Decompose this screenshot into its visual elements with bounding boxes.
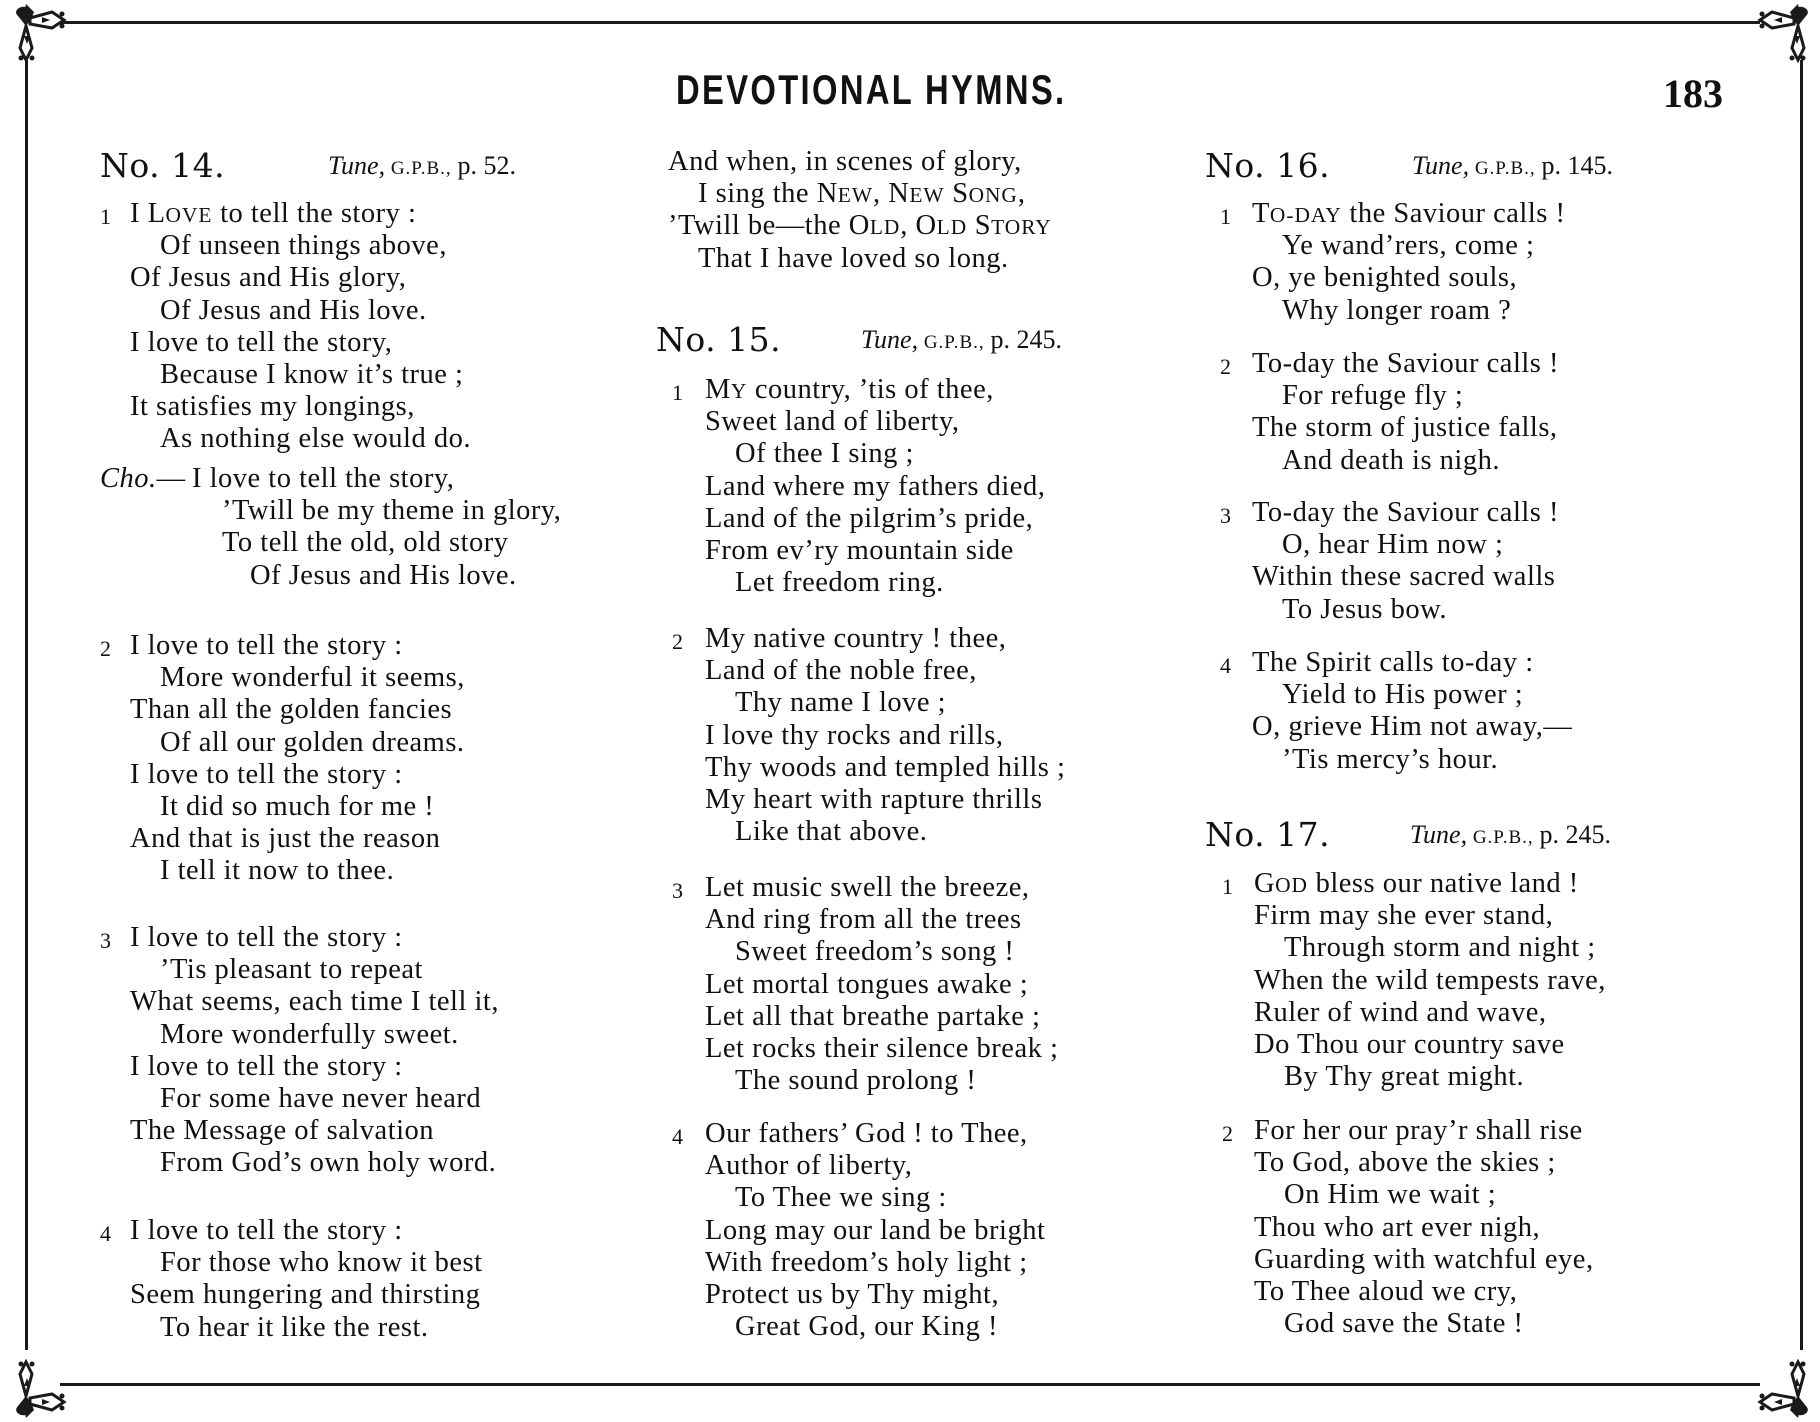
verse-number: 2: [1222, 1121, 1233, 1146]
hymn-line: Than all the golden fancies: [130, 694, 453, 726]
verse-number: 1: [1220, 204, 1231, 229]
hymn-line: From God’s own holy word.: [160, 1147, 497, 1179]
hymn-line: Thy name I love ;: [735, 687, 947, 719]
verse-number: 2: [100, 636, 111, 661]
hymn-line: Great God, our King !: [735, 1311, 998, 1343]
hymn-line: Land of the noble free,: [705, 655, 977, 687]
verse-number: 4: [1220, 653, 1231, 678]
hymn-line: I love to tell the story :: [130, 630, 403, 661]
hymn-line: It satisfies my longings,: [130, 391, 415, 423]
verse-number: 3: [100, 928, 111, 953]
hymn-line: TO-DAY the Saviour calls !: [1252, 198, 1566, 229]
bottom-border-rule: [60, 1383, 1760, 1386]
tune-reference: Tune, G.P.B., p. 245.: [861, 325, 1062, 354]
hymn-line: ’Twill be my theme in glory,: [222, 495, 562, 527]
hymn-line: Ruler of wind and wave,: [1254, 996, 1547, 1028]
verse-number: 4: [672, 1124, 683, 1149]
hymn-line: For those who know it best: [160, 1247, 483, 1279]
hymn-line: To Jesus bow.: [1282, 593, 1447, 625]
hymn-line: I love to tell the story :: [130, 1050, 403, 1082]
hymn-line: Let rocks their silence break ;: [705, 1033, 1059, 1064]
corner-ornament-icon: [4, 1352, 74, 1422]
hymn-header: [100, 146, 516, 185]
hymn-line: Let all that breathe partake ;: [705, 1000, 1041, 1032]
hymn-line: With freedom’s holy light ;: [705, 1246, 1028, 1278]
hymn-line: Firm may she ever stand,: [1254, 900, 1554, 932]
hymn-line: O, hear Him now ;: [1282, 529, 1504, 561]
hymn-line: I love to tell the story :: [130, 922, 403, 953]
hymn-line: I sing the NEW, NEW SONG,: [698, 178, 1026, 210]
hymn-line: To Thee we sing :: [735, 1182, 947, 1214]
hymn-line: I tell it now to thee.: [160, 855, 395, 887]
running-title: DEVOTIONAL HYMNS.: [676, 66, 1067, 113]
hymn-line: For some have never heard: [160, 1083, 482, 1114]
hymn-line: Sweet land of liberty,: [705, 406, 960, 438]
hymn-header: [1205, 815, 1611, 854]
hymn-line: On Him we wait ;: [1284, 1179, 1497, 1211]
hymn-line: I love to tell the story,: [130, 326, 393, 358]
hymn-line: Of thee I sing ;: [735, 438, 914, 470]
hymn-line: To-day the Saviour calls !: [1252, 497, 1560, 528]
verse-number: 1: [672, 380, 683, 405]
hymn-line: To hear it like the rest.: [160, 1311, 429, 1343]
hymn-line: By Thy great might.: [1284, 1061, 1525, 1093]
hymn-line: Let music swell the breeze,: [705, 872, 1030, 903]
hymn-line: ’Tis pleasant to repeat: [160, 954, 423, 986]
verse-number: 3: [1220, 503, 1231, 528]
hymn-line: Protect us by Thy might,: [705, 1279, 1000, 1310]
hymn-line: O, ye benighted souls,: [1252, 262, 1518, 294]
verse-number: 1: [1222, 874, 1233, 899]
hymn-line: Of Jesus and His love.: [250, 559, 517, 591]
hymn-line: The storm of justice falls,: [1252, 412, 1558, 444]
hymn-line: GOD bless our native land !: [1254, 868, 1579, 899]
hymn-line: My native country ! thee,: [705, 623, 1007, 654]
hymn-header: [656, 320, 1062, 359]
hymn-line: To tell the old, old story: [222, 527, 509, 559]
hymn-line: Of all our golden dreams.: [160, 726, 465, 758]
hymn-line: ’Twill be—the OLD, OLD STORY: [668, 210, 1052, 242]
hymn-line: I LOVE to tell the story :: [130, 198, 417, 229]
hymn-number: No. 16.: [1205, 146, 1331, 185]
hymn-line: Seem hungering and thirsting: [130, 1279, 481, 1311]
hymn-line: MY country, ’tis of thee,: [705, 374, 994, 405]
page-number: 183: [1663, 71, 1723, 116]
corner-ornament-icon: [1750, 1352, 1820, 1422]
hymn-line: To-day the Saviour calls !: [1252, 348, 1560, 379]
corner-ornament-icon: [1750, 0, 1820, 70]
hymn-line: Author of liberty,: [705, 1150, 913, 1182]
hymn-line: Long may our land be bright: [705, 1214, 1046, 1246]
hymn-line: Of Jesus and His love.: [160, 294, 427, 326]
tune-reference: Tune, G.P.B., p. 145.: [1412, 151, 1613, 180]
hymn-line: As nothing else would do.: [160, 423, 471, 455]
hymn-line: ’Tis mercy’s hour.: [1282, 743, 1499, 775]
hymn-line: The sound prolong !: [735, 1065, 977, 1097]
hymn-number: No. 15.: [656, 320, 782, 359]
hymn-line: And when, in scenes of glory,: [668, 146, 1022, 177]
hymn-line: And ring from all the trees: [705, 904, 1022, 936]
hymn-line: Because I know it’s true ;: [160, 359, 464, 390]
hymn-line: Through storm and night ;: [1284, 932, 1596, 964]
hymn-line: Yield to His power ;: [1282, 679, 1524, 711]
verse-number: 2: [672, 629, 683, 654]
hymn-line: Thy woods and templed hills ;: [705, 751, 1066, 783]
chorus-label: Cho.—: [100, 463, 186, 494]
hymn-line: To Thee aloud we cry,: [1254, 1276, 1518, 1307]
left-border-rule: [25, 60, 28, 1350]
hymn-line: For her our pray’r shall rise: [1254, 1115, 1583, 1146]
hymn-line: Guarding with watchful eye,: [1254, 1243, 1594, 1275]
verse-number: 3: [672, 878, 683, 903]
hymn-line: More wonderfully sweet.: [160, 1018, 459, 1050]
hymn-line: Land where my fathers died,: [705, 470, 1046, 502]
hymn-line: Thou who art ever nigh,: [1254, 1211, 1541, 1243]
hymn-line: Why longer roam ?: [1282, 294, 1512, 326]
verse-number: 4: [100, 1221, 111, 1246]
hymn-line: I love to tell the story :: [130, 1215, 403, 1246]
hymn-line: And death is nigh.: [1282, 444, 1500, 476]
hymn-line: Do Thou our country save: [1254, 1029, 1565, 1060]
hymn-line: I love thy rocks and rills,: [705, 719, 1004, 751]
hymn-line: The Message of salvation: [130, 1115, 435, 1147]
hymn-line: It did so much for me !: [160, 791, 435, 822]
hymn-line: God save the State !: [1284, 1308, 1524, 1340]
hymn-line: Let mortal tongues awake ;: [705, 968, 1029, 1000]
hymn-line: For refuge fly ;: [1282, 380, 1464, 412]
tune-reference: Tune, G.P.B., p. 52.: [328, 151, 516, 180]
hymn-line: Land of the pilgrim’s pride,: [705, 502, 1034, 534]
hymn-line: From ev’ry mountain side: [705, 535, 1014, 566]
hymn-line: Our fathers’ God ! to Thee,: [705, 1118, 1028, 1149]
hymn-number: No. 17.: [1205, 815, 1331, 854]
corner-ornament-icon: [4, 0, 74, 70]
hymn-line: The Spirit calls to-day :: [1252, 647, 1534, 678]
hymn-line: To God, above the skies ;: [1254, 1147, 1556, 1179]
hymn-line: Within these sacred walls: [1252, 561, 1556, 593]
hymn-line: When the wild tempests rave,: [1254, 964, 1606, 996]
hymn-line: Ye wand’rers, come ;: [1282, 230, 1535, 262]
hymn-line: Sweet freedom’s song !: [735, 936, 1015, 968]
hymn-line: Like that above.: [735, 816, 928, 848]
hymn-line: I love to tell the story :: [130, 758, 403, 790]
hymn-line: My heart with rapture thrills: [705, 784, 1043, 815]
hymn-line: Of Jesus and His glory,: [130, 262, 407, 294]
verse-number: 2: [1220, 354, 1231, 379]
hymn-line: What seems, each time I tell it,: [130, 986, 499, 1018]
hymn-line: That I have loved so long.: [698, 242, 1009, 274]
hymn-line: Let freedom ring.: [735, 567, 944, 599]
hymn-header: [1205, 146, 1613, 185]
verse-number: 1: [100, 204, 111, 229]
hymn-line: O, grieve Him not away,—: [1252, 711, 1573, 743]
hymn-number: No. 14.: [100, 146, 226, 185]
tune-reference: Tune, G.P.B., p. 245.: [1410, 820, 1611, 849]
hymn-line: And that is just the reason: [130, 823, 441, 855]
right-border-rule: [1800, 60, 1803, 1350]
hymn-line: Of unseen things above,: [160, 230, 447, 262]
top-border-rule: [60, 21, 1760, 24]
hymn-line: More wonderful it seems,: [160, 662, 465, 694]
hymn-line: I love to tell the story,: [192, 463, 455, 494]
